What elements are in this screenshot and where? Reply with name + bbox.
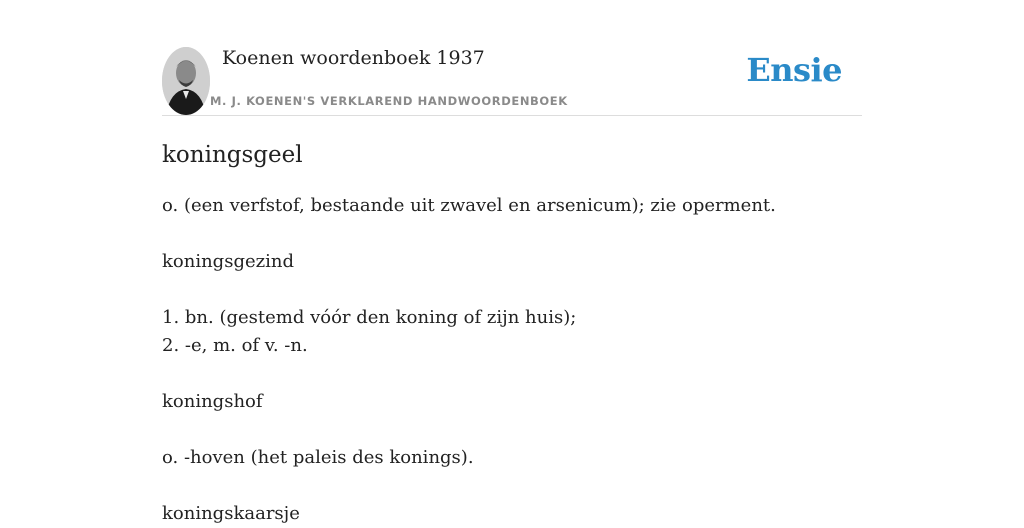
spacer [162,220,862,248]
entry-lines [162,248,862,528]
entry-definition: o. (een verfstof, bestaande uit zwavel en arsenicum); zie operment. [162,195,776,216]
dictionary-title: Koenen woordenboek 1937 [222,47,485,69]
entry-line: o. -hoven (het paleis des konings). [162,447,474,468]
entry-line: koningsgezind [162,251,294,272]
entry-line [162,276,862,304]
entry-line: 2. -e, m. of v. -n. [162,335,308,356]
entry-line [162,472,862,500]
entry-line: koningshof [162,391,263,412]
entry-line: koningskaarsje [162,503,300,524]
author-portrait [162,47,210,115]
entry-line [162,360,862,388]
entry-headword: koningsgeel [162,142,303,168]
dictionary-subtitle: M. J. KOENEN'S VERKLAREND HANDWOORDENBOEK [210,94,568,108]
entry-line: 1. bn. (gestemd vóór den koning of zijn huis); [162,307,577,328]
header-divider [162,115,862,116]
entry-line [162,416,862,444]
entry-body [162,192,862,528]
ensie-logo-link[interactable]: Ensie [746,51,842,89]
